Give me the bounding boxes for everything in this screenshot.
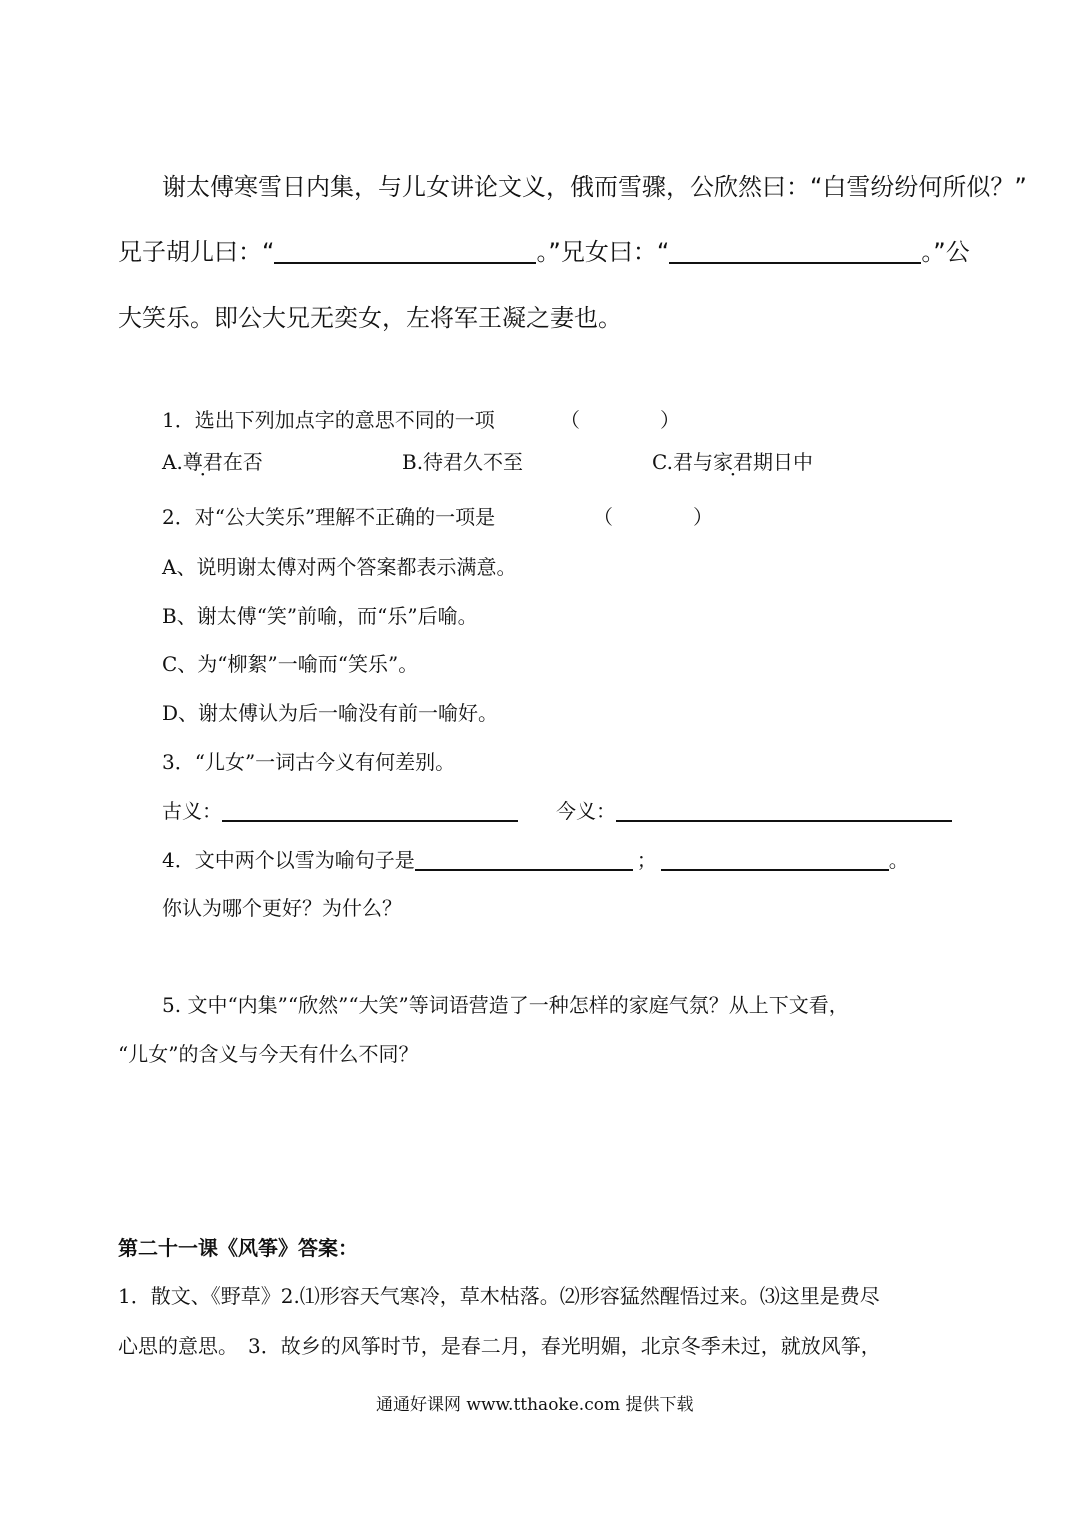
answer-title: 第二十一课《风筝》答案：: [118, 1236, 358, 1260]
q4-blank-2[interactable]: [661, 847, 889, 871]
q1-option-c-prefix: C.君与: [652, 450, 713, 474]
q3-stem: 3．“儿女”一词古今义有何差别。: [162, 750, 456, 774]
q4-follow-up: 你认为哪个更好？为什么？: [162, 896, 402, 920]
q4-blank-1[interactable]: [415, 847, 633, 871]
q4-separator: ；: [636, 848, 657, 872]
q3-ancient-blank[interactable]: [222, 798, 518, 822]
answer-blank-xiongnv[interactable]: [669, 240, 921, 264]
q1-option-a-dotted: 尊君: [182, 450, 223, 474]
q1-answer-paren[interactable]: （ ）: [560, 408, 680, 432]
q1-option-a: [162, 446, 263, 475]
q2-option-a: A、说明谢太傅对两个答案都表示满意。: [162, 555, 517, 579]
q2-option-c: C、为“柳絮”一喻而“笑乐”。: [162, 652, 419, 676]
q5-line-1: 5. 文中“内集”“欣然”“大笑”等词语营造了一种怎样的家庭气氛？从上下文看，: [162, 993, 849, 1017]
q1-option-a-suffix: 在否: [222, 450, 263, 474]
passage-line-2: [118, 232, 970, 267]
passage-line-2-mid: 。”兄女曰：“: [536, 238, 670, 266]
q5-line-2: “儿女”的含义与今天有什么不同？: [118, 1042, 419, 1066]
passage-line-1: 谢太傅寒雪日内集，与儿女讲论文义，俄而雪骤，公欣然曰：“白雪纷纷何所似？”: [162, 173, 1027, 201]
q4-stem-line: [162, 844, 909, 873]
q2-stem: 2．对“公大笑乐”理解不正确的一项是: [162, 505, 496, 529]
q1-option-b: B.待君久不至: [402, 450, 524, 474]
q1-option-c-suffix: 期日中: [752, 450, 813, 474]
q2-option-b: B、谢太傅“笑”前喻，而“乐”后喻。: [162, 604, 478, 628]
q1-option-c-dotted: 家君: [712, 450, 753, 474]
page-footer: 通通好课网 www.tthaoke.com 提供下载: [376, 1395, 694, 1415]
passage-line-2-end: 。”公: [921, 238, 970, 266]
answer-line-2: 心思的意思。 3．故乡的风筝时节，是春二月，春光明媚，北京冬季未过，就放风筝，: [118, 1334, 881, 1358]
passage-line-2-start: 兄子胡儿曰：“: [118, 238, 275, 266]
q3-modern-blank[interactable]: [616, 798, 952, 822]
q1-option-a-prefix: A.: [162, 450, 183, 474]
q1-option-c: [652, 446, 813, 475]
answer-line-1: 1．散文、《野草》2.⑴形容天气寒冷，草木枯落。⑵形容猛然醒悟过来。⑶这里是费尽: [118, 1284, 880, 1308]
q3-ancient-meaning: [162, 795, 518, 824]
q2-answer-paren[interactable]: （ ）: [593, 505, 713, 529]
answer-blank-huer[interactable]: [274, 240, 536, 264]
q4-end: 。: [888, 848, 909, 872]
q3-modern-label: 今义：: [556, 799, 616, 823]
q2-option-d: D、谢太傅认为后一喻没有前一喻好。: [162, 701, 499, 725]
passage-line-3: 大笑乐。即公大兄无奕女，左将军王凝之妻也。: [118, 304, 622, 332]
q1-stem: 1．选出下列加点字的意思不同的一项: [162, 408, 495, 432]
q3-ancient-label: 古义：: [162, 799, 222, 823]
q3-modern-meaning: [556, 795, 952, 824]
q4-stem: 4．文中两个以雪为喻句子是: [162, 848, 415, 872]
